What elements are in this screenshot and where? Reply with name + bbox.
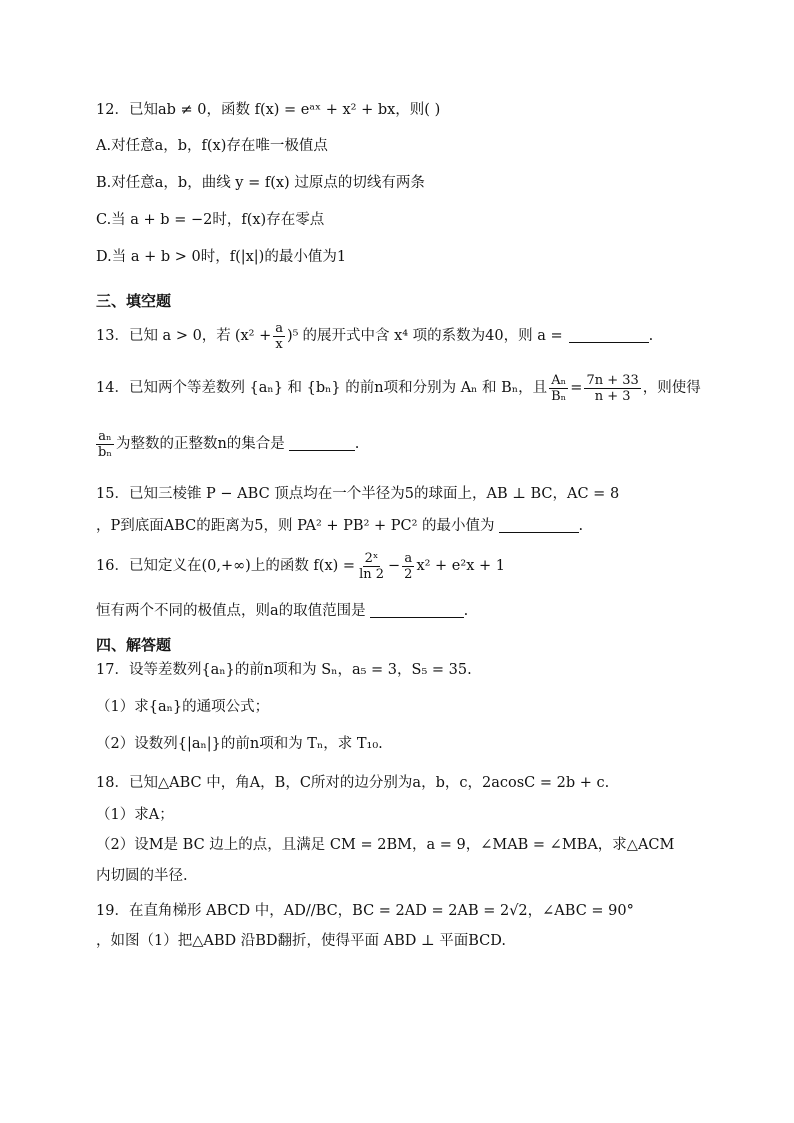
q13-suffix: 的展开式中含 x⁴ 项的系数为40，则 a = (302, 328, 563, 345)
q19-stem: 19．在直角梯形 ABCD 中，AD//BC，BC = 2AD = 2AB = 2√2，∠ABC = 90° (96, 903, 634, 919)
q14-fraction-ratio (96, 430, 114, 459)
q16-fraction-a (402, 552, 414, 581)
q16-continuation (96, 604, 468, 619)
q14-stem (96, 374, 701, 403)
q14-suffix: ，则使得 (642, 380, 701, 397)
q14-fraction-ab-numerator: Aₙ (551, 373, 567, 388)
q16-fraction-a-denominator: 2 (404, 567, 413, 582)
q13-period: . (648, 328, 654, 345)
q16-fraction-exp (357, 552, 386, 581)
q17-part-2: （2）设数列{|aₙ|}的前n项和为 Tₙ，求 T₁₀. (96, 736, 383, 752)
q14-fraction-ratio-denominator: bₙ (98, 445, 112, 460)
q14-fraction-ab (549, 374, 568, 403)
q12-option-b: B.对任意a，b，曲线 y = f(x) 过原点的切线有两条 (96, 175, 425, 191)
q18-part-2-continuation: 内切圆的半径. (96, 868, 188, 884)
section-heading-fill-blank: 三、填空题 (96, 292, 172, 310)
q14-continuation (96, 430, 359, 459)
q13-fraction-denominator: x (275, 337, 283, 352)
q19-continuation: ，如图（1）把△ABD 沿BD翻折，使得平面 ABD ⊥ 平面BCD. (96, 933, 506, 949)
q15-continuation-text: ，P到底面ABC的距离为5，则 PA² + PB² + PC² 的最小值为 (96, 518, 495, 534)
q16-continuation-text: 恒有两个不同的极值点，则a的取值范围是 (96, 603, 366, 619)
q14-fraction-ab-denominator: Bₙ (551, 389, 567, 404)
q13-stem (96, 322, 653, 351)
q18-stem: 18．已知△ABC 中，角A，B，C所对的边分别为a，b，c，2acosC = 2b + c. (96, 775, 610, 791)
q14-equals: = (570, 380, 583, 397)
q18-part-1: （1）求A； (96, 807, 174, 823)
q13-answer-blank[interactable] (569, 330, 649, 343)
q16-period: . (463, 603, 469, 619)
q13-expr-left: (x² + (234, 328, 272, 345)
q15-answer-blank[interactable] (499, 520, 579, 533)
q16-answer-blank[interactable] (370, 605, 464, 618)
q18-part-2: （2）设M是 BC 边上的点，且满足 CM = 2BM，a = 9，∠MAB = ∠MBA，求△ACM (96, 837, 675, 853)
q13-fraction-numerator: a (275, 321, 283, 336)
q13-expr-right: )⁵ (286, 328, 299, 345)
q13-prefix: 13．已知 a > 0，若 (96, 328, 231, 345)
q14-answer-blank[interactable] (289, 438, 355, 451)
q16-suffix: x² + e²x + 1 (416, 558, 505, 575)
q16-minus: − (388, 558, 401, 575)
q16-stem (96, 552, 505, 581)
q17-stem: 17．设等差数列{aₙ}的前n项和为 Sₙ，a₅ = 3，S₅ = 35. (96, 662, 472, 678)
q14-fraction-n (584, 374, 640, 403)
q16-fraction-exp-numerator: 2ˣ (364, 551, 379, 566)
q16-fraction-exp-denominator: ln 2 (359, 567, 384, 582)
q15-stem: 15．已知三棱锥 P − ABC 顶点均在一个半径为5的球面上，AB ⊥ BC，AC = 8 (96, 486, 620, 502)
q16-fraction-a-numerator: a (404, 551, 413, 566)
q12-option-a: A.对任意a，b，f(x)存在唯一极值点 (96, 138, 328, 154)
q14-fraction-n-numerator: 7n + 33 (586, 373, 639, 388)
q15-period: . (578, 518, 584, 534)
q12-option-d: D.当 a + b > 0时，f(|x|)的最小值为1 (96, 249, 347, 265)
q14-period: . (354, 436, 360, 453)
q12-stem: 12．已知ab ≠ 0，函数 f(x) = eᵃˣ + x² + bx，则( ) (96, 102, 441, 118)
q14-continuation-text: 为整数的正整数n的集合是 (115, 436, 285, 453)
q14-prefix: 14．已知两个等差数列 {aₙ} 和 {bₙ} 的前n项和分别为 Aₙ 和 Bₙ，且 (96, 380, 548, 397)
q14-fraction-n-denominator: n + 3 (594, 389, 631, 404)
q12-option-c: C.当 a + b = −2时，f(x)存在零点 (96, 212, 325, 228)
q14-fraction-ratio-numerator: aₙ (98, 429, 112, 444)
section-heading-solutions: 四、解答题 (96, 636, 172, 654)
q16-prefix: 16．已知定义在(0,+∞)上的函数 f(x) = (96, 558, 356, 575)
q15-continuation (96, 519, 583, 534)
q17-part-1: （1）求{aₙ}的通项公式； (96, 699, 270, 715)
q13-fraction (273, 322, 285, 351)
